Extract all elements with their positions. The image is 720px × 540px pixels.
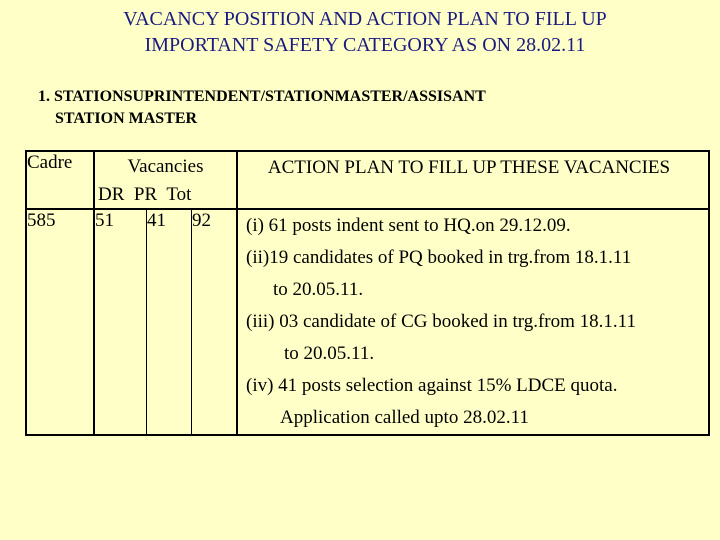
action-item-continuation: Application called upto 28.02.11 (280, 407, 529, 428)
vacancies-header (94, 151, 237, 209)
action-header-label: ACTION PLAN TO FILL UP THESE VACANCIES (267, 157, 671, 178)
action-header (237, 151, 709, 209)
title-line-1: VACANCY POSITION AND ACTION PLAN TO FILL UP (123, 8, 607, 30)
dr-header: DR (98, 184, 125, 205)
title-line-2: IMPORTANT SAFETY CATEGORY AS ON 28.02.11 (144, 34, 586, 56)
pr-header: PR (133, 184, 158, 205)
tot-header: Tot (166, 184, 192, 205)
cadre-header (26, 151, 94, 209)
section-heading (38, 86, 486, 130)
dr-cell (94, 209, 147, 435)
vacancy-table (25, 150, 710, 436)
action-item: (ii)19 candidates of PQ booked in trg.from 18.1.11 (246, 247, 632, 268)
action-item-continuation: to 20.05.11. (273, 279, 364, 300)
vacancies-subheaders (95, 178, 236, 208)
pr-cell (147, 209, 192, 435)
cadre-header-label: Cadre (27, 152, 73, 173)
vacancies-header-label: Vacancies (127, 156, 204, 177)
cadre-cell (26, 209, 94, 435)
action-item: (iii) 03 candidate of CG booked in trg.from 18.1.11 (246, 311, 636, 332)
pr-value: 41 (147, 210, 166, 231)
action-item: (i) 61 posts indent sent to HQ.on 29.12.09. (246, 215, 571, 236)
page-title (0, 6, 720, 58)
section-heading-line-2: STATION MASTER (55, 110, 198, 127)
tot-cell (192, 209, 238, 435)
action-item-continuation: to 20.05.11. (284, 343, 375, 364)
action-item: (iv) 41 posts selection against 15% LDCE quota. (246, 375, 618, 396)
dr-value: 51 (95, 210, 114, 231)
tot-value: 92 (192, 210, 211, 231)
cadre-value: 585 (27, 210, 56, 231)
section-heading-line-1: 1. STATIONSUPRINTENDENT/STATIONMASTER/ASSISANT (38, 88, 486, 105)
action-cell (237, 209, 709, 435)
table-row (26, 209, 709, 435)
action-list (238, 210, 708, 434)
table-header-row (26, 151, 709, 209)
